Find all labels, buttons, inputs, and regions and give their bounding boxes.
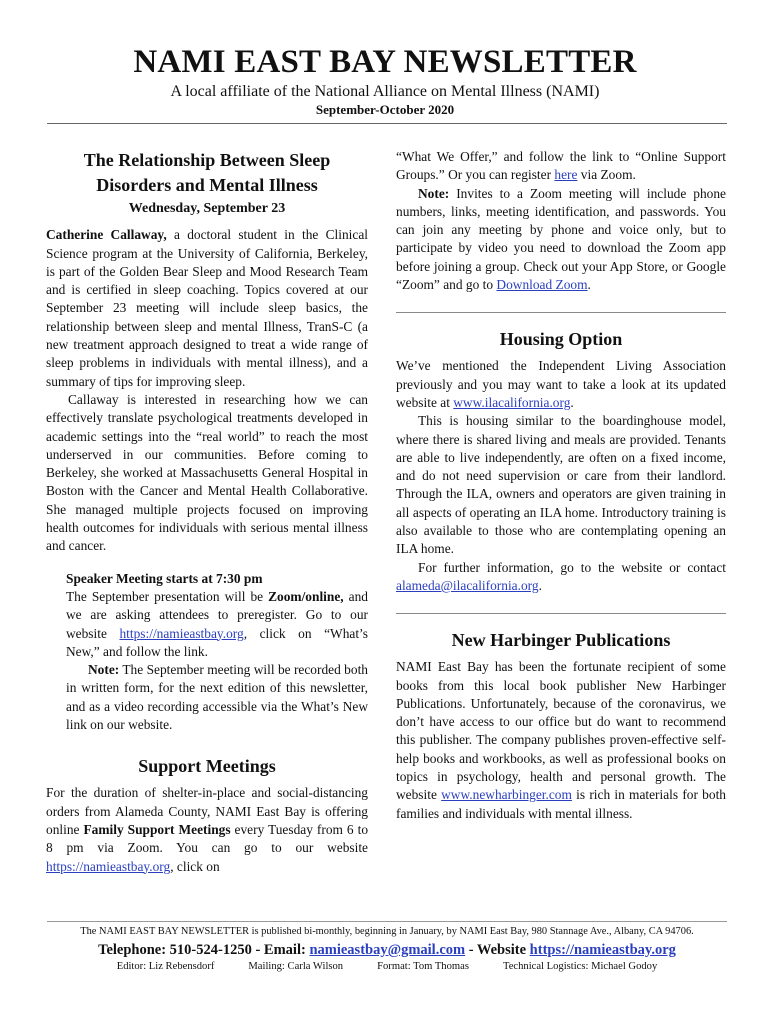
phone-label: Telephone: 510-524-1250 - Email: [98,942,310,958]
housing-p3 [396,559,726,596]
footer-credits [47,960,727,974]
right-column [396,148,726,823]
housing-p1-text: We’ve mentioned the Independent Living Association previously and you may want to take a look at its updated website at [396,358,726,410]
sleep-article-p1-text: a doctoral student in the Clinical Science program at the University of California, Berkeley, is part of the Golden Bear Sleep and Mood Research Team and is certified in sleep coaching. Topics covered at our September 23 meeting will include sleep basics, the relationship between sleep and mental Illness, TranS-C (a new treatment approach designed to treat a wide range of sleep problems in individuals with mental illness), and a summary of tips for improving sleep. [46,227,368,389]
support-note-label: Note: [418,185,450,201]
housing-p3-end: . [538,577,542,593]
speaker-meeting-box [66,570,368,735]
footer [47,925,727,974]
support-note-end: . [587,277,591,293]
support-text-1: For the duration of shelter-in-place and social-distancing orders from Alameda County, NAMI East Bay is offering online [46,785,368,837]
ila-email-link[interactable]: alameda@ilacalifornia.org [396,577,539,593]
housing-p1 [396,357,726,412]
speaker-meeting-text [66,588,368,661]
support-cont-2: via Zoom. [577,167,636,183]
credit-format: Format: Tom Thomas [377,961,469,972]
support-note-text: Invites to a Zoom meeting will include phone numbers, links, meeting identification, and passwords. You can join any meeting by phone and voice only, but to participate by video you need to download the Zoom app before joining a group. Check out your App Store, or Google “Zoom” and go to [396,185,726,293]
speaker-text-3: , click on “What’s New,” and follow the link. [66,625,368,659]
housing-p1-end: . [570,394,574,410]
zoom-online: Zoom/online, [268,588,344,604]
speaker-note-label: Note: [88,662,120,678]
sleep-article-date: Wednesday, September 23 [128,201,286,216]
housing-p3-text: For further information, go to the website or contact [418,559,726,575]
speaker-name: Catherine Callaway, [46,227,167,243]
footer-rule [47,921,727,922]
sleep-article-p1 [46,226,368,391]
support-meetings-heading: Support Meetings [138,756,276,777]
email-link[interactable]: namieastbay@gmail.com [309,942,466,958]
housing-p2: This is housing similar to the boardinghouse model, where there is shared living and meals are provided. Tenants are able to live independently, are often on a fixed income, and do not need supervision or care from their landlord. Through the ILA, owners and operators are given training in all aspects of operating an ILA home. Introductory training is also available to those who are contemplating opening an ILA home. [396,413,726,557]
support-continued [396,148,726,185]
support-note [396,185,726,295]
newsletter-title: NAMI EAST BAY NEWSLETTER [133,44,637,80]
website-label: - Website [465,942,530,958]
ila-website-link[interactable]: www.ilacalifornia.org [453,394,571,410]
speaker-text-2: and we are asking attendees to preregister. Go to our website [66,588,368,641]
support-meetings-text [46,784,368,875]
masthead-rule [47,123,727,124]
sleep-article-p2: Callaway is interested in researching how we can effectively translate psychological treatments developed in academic settings into the “real world” to reach the most underserved in our communities. Before coming to Berkeley, she worked at Massachusetts General Hospital in Boston with the Cancer and Mental Health Collaborative. She managed multiple projects focused on improving health outcomes for individuals with serious mental illness and cancer. [46,391,368,554]
family-support-meetings: Family Support Meetings [83,821,231,837]
housing-heading: Housing Option [499,329,623,350]
speaker-meeting-heading: Speaker Meeting starts at 7:30 pm [66,570,263,586]
support-text-3: , click on [170,858,220,874]
support-website-link[interactable]: https://namieastbay.org [46,858,171,874]
harbinger-text-2: is rich in materials for both families and individuals with mental illness. [396,787,726,821]
footer-note: The NAMI EAST BAY NEWSLETTER is published bi-monthly, beginning in January, by NAMI East Bay, 980 Stannage Ave., Albany, CA 94706. [80,926,694,937]
speaker-text-1: The September presentation will be [66,588,269,604]
support-cont-1: “What We Offer,” and follow the link to “Online Support Groups.” Or you can register [396,149,726,183]
footer-contact [47,940,727,960]
register-here-link[interactable]: here [554,167,578,183]
speaker-note [66,661,368,734]
footer-website-link[interactable]: https://namieastbay.org [529,942,676,958]
newharbinger-link[interactable]: www.newharbinger.com [441,787,572,803]
harbinger-text [396,658,726,823]
harbinger-heading: New Harbinger Publications [451,630,671,651]
download-zoom-link[interactable]: Download Zoom [496,277,588,293]
issue-date: September-October 2020 [315,102,455,117]
harbinger-text-1: NAMI East Bay has been the fortunate recipient of some books from this local book publisher New Harbinger Publications. Unfortunately, because of the coronavirus, we don’t have access to our office but do want to recommend this publisher. The company publishes proven-effective self-help books and workbooks, as well as professional books on topics in psychology, health and personal growth. The website [396,659,726,803]
support-text-2: every Tuesday from 6 to 8 pm via Zoom. You can go to our website [46,821,369,856]
speaker-note-text: The September meeting will be recorded both in written form, for the next edition of this newsletter, and as a video recording accessible via the What’s New link on our website. [66,662,368,733]
credit-mailing: Mailing: Carla Wilson [248,961,344,972]
namieastbay-link[interactable]: https://namieastbay.org [119,625,244,641]
newsletter-subtitle: A local affiliate of the National Alliance on Mental Illness (NAMI) [170,83,600,100]
credit-editor: Editor: Liz Rebensdorf [116,961,215,972]
credit-technical: Technical Logistics: Michael Godoy [502,961,658,972]
sleep-article-heading: The Relationship Between Sleep Disorders and Mental Illness [83,150,331,195]
left-column [46,148,368,876]
